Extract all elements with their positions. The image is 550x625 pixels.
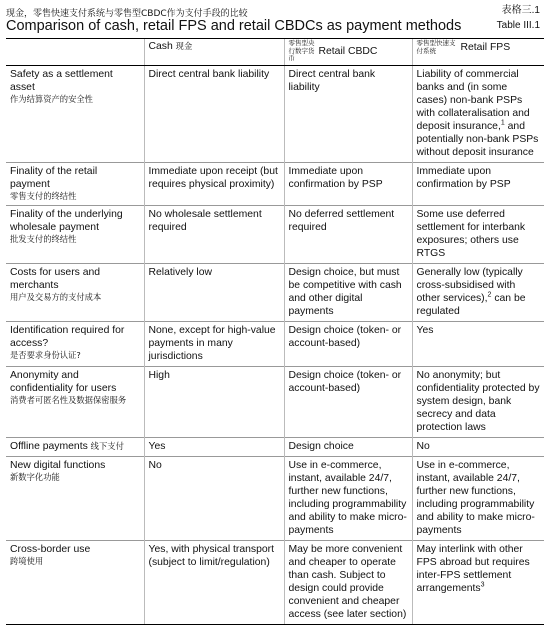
cell-fps-text-b: can be regulated	[416, 292, 526, 317]
row-label-zh: 批发支付的终结性	[10, 233, 77, 244]
row-label-zh: 零售支付的终结性	[10, 190, 77, 201]
header-blank	[6, 39, 144, 65]
footnote-marker: 2	[487, 291, 492, 299]
cell-cash: Immediate upon receipt (but requires physical proximity)	[144, 162, 284, 205]
cell-cash: Yes	[144, 437, 284, 456]
row-label	[6, 456, 144, 540]
cell-cash: Yes, with physical transport (subject to limit/regulation)	[144, 540, 284, 624]
row-label-zh: 跨境使用	[10, 555, 44, 566]
cell-fps	[412, 65, 544, 162]
column-header-cash	[144, 39, 284, 65]
row-label	[6, 65, 144, 162]
cell-fps-text-a: Liability of commercial banks and (in some cases) non-bank PSPs with collateralisation and deposit insurance,	[416, 68, 530, 132]
row-label-zh: 新数字化功能	[10, 471, 60, 482]
row-label-en: Costs for users and merchants	[10, 266, 101, 291]
cell-fps-text-a: May interlink with other FPS abroad but requires inter-FPS settlement arrangements	[416, 543, 530, 594]
row-label-en: Finality of the underlying wholesale payment	[10, 208, 123, 233]
title-row	[6, 18, 544, 38]
row-label-zh: 线下支付	[90, 440, 124, 451]
cell-cash: High	[144, 366, 284, 437]
header-top	[6, 4, 544, 18]
cell-fps: Use in e-commerce, instant, available 24/7, further new functions, including programmability and ability to make micro-payments	[412, 456, 544, 540]
cell-fps: No anonymity; but confidentiality protected by system design, bank secrecy and data protection laws	[412, 366, 544, 437]
row-label	[6, 205, 144, 263]
cell-cbdc: No deferred settlement required	[284, 205, 412, 263]
cell-cbdc: Design choice (token- or account-based)	[284, 321, 412, 366]
column-header-cbdc	[284, 39, 412, 65]
row-label-zh: 作为结算资产的安全性	[10, 93, 93, 104]
cell-cash: No wholesale settlement required	[144, 205, 284, 263]
cell-cbdc: Design choice (token- or account-based)	[284, 366, 412, 437]
cell-fps: No	[412, 437, 544, 456]
column-header-fps	[412, 39, 544, 65]
cell-cash: Direct central bank liability	[144, 65, 284, 162]
cell-cbdc: Design choice, but must be competitive with cash and other digital payments	[284, 263, 412, 321]
cell-fps-text-b: and potentially non-bank PSPs without deposit insurance	[416, 120, 539, 158]
cell-fps	[412, 540, 544, 624]
row-label-en: Anonymity and confidentiality for users	[10, 369, 117, 394]
table-label-zh: 表格三.1	[501, 5, 540, 16]
cell-cbdc: Use in e-commerce, instant, available 24/7, further new functions, including programmability and ability to make micro-payments	[284, 456, 412, 540]
cell-cash: Relatively low	[144, 263, 284, 321]
table-row	[6, 162, 544, 205]
column-header-cash-zh: 现金	[175, 41, 193, 51]
table-row	[6, 65, 544, 162]
row-label	[6, 366, 144, 437]
row-label	[6, 540, 144, 624]
comparison-table	[6, 39, 544, 624]
table-row	[6, 205, 544, 263]
page-title: Comparison of cash, retail FPS and retail CBDCs as payment methods	[6, 18, 462, 34]
footnote-marker: 3	[480, 581, 485, 589]
table-row	[6, 456, 544, 540]
row-label	[6, 263, 144, 321]
cell-fps: Immediate upon confirmation by PSP	[412, 162, 544, 205]
table-row	[6, 366, 544, 437]
column-header-cbdc-zh: 零售型央行数字货币	[288, 39, 315, 62]
table-label-en: Table III.1	[496, 20, 540, 31]
table-header-row	[6, 39, 544, 65]
subtitle-chinese: 现金，零售快速支付系统与零售型CBDC作为支付手段的比较	[6, 9, 248, 19]
row-label-en: Safety as a settlement asset	[10, 68, 113, 93]
row-label-en: Identification required for access?	[10, 324, 125, 349]
row-label	[6, 321, 144, 366]
row-label-en: New digital functions	[10, 459, 106, 471]
cell-cash: None, except for high-value payments in many jurisdictions	[144, 321, 284, 366]
cell-cbdc: May be more convenient and cheaper to operate than cash. Subject to design could provide convenient and cheaper access (see later section)	[284, 540, 412, 624]
row-label-zh: 消费者可匿名性及数据保密服务	[10, 394, 127, 405]
cell-cash: No	[144, 456, 284, 540]
row-label-en: Finality of the retail payment	[10, 165, 98, 190]
table-row	[6, 540, 544, 624]
column-header-fps-en: Retail FPS	[460, 42, 511, 53]
row-label-zh: 是否要求身份认证?	[10, 349, 81, 360]
footnote-marker: 1	[500, 119, 505, 127]
cell-fps	[412, 263, 544, 321]
row-label	[6, 162, 144, 205]
column-header-cash-en: Cash	[148, 41, 173, 52]
row-label	[6, 437, 144, 456]
table-label	[502, 5, 540, 16]
column-header-fps-zh: 零售型快速支付系统	[416, 39, 456, 55]
row-label-en: Cross-border use	[10, 543, 91, 555]
table-row	[6, 321, 544, 366]
cell-fps-text-a: Generally low (typically cross-subsidised with other services),	[416, 266, 523, 304]
row-label-en: Offline payments	[10, 440, 88, 452]
cell-cbdc: Direct central bank liability	[284, 65, 412, 162]
row-label-zh: 用户及交易方的支付成本	[10, 291, 102, 302]
bottom-rule	[6, 624, 544, 625]
cell-cbdc: Immediate upon confirmation by PSP	[284, 162, 412, 205]
cell-fps: Yes	[412, 321, 544, 366]
cell-cbdc: Design choice	[284, 437, 412, 456]
column-header-cbdc-en: Retail CBDC	[318, 45, 378, 57]
cell-fps: Some use deferred settlement for interbank exposures; others use RTGS	[412, 205, 544, 263]
table-row	[6, 437, 544, 456]
table-row	[6, 263, 544, 321]
